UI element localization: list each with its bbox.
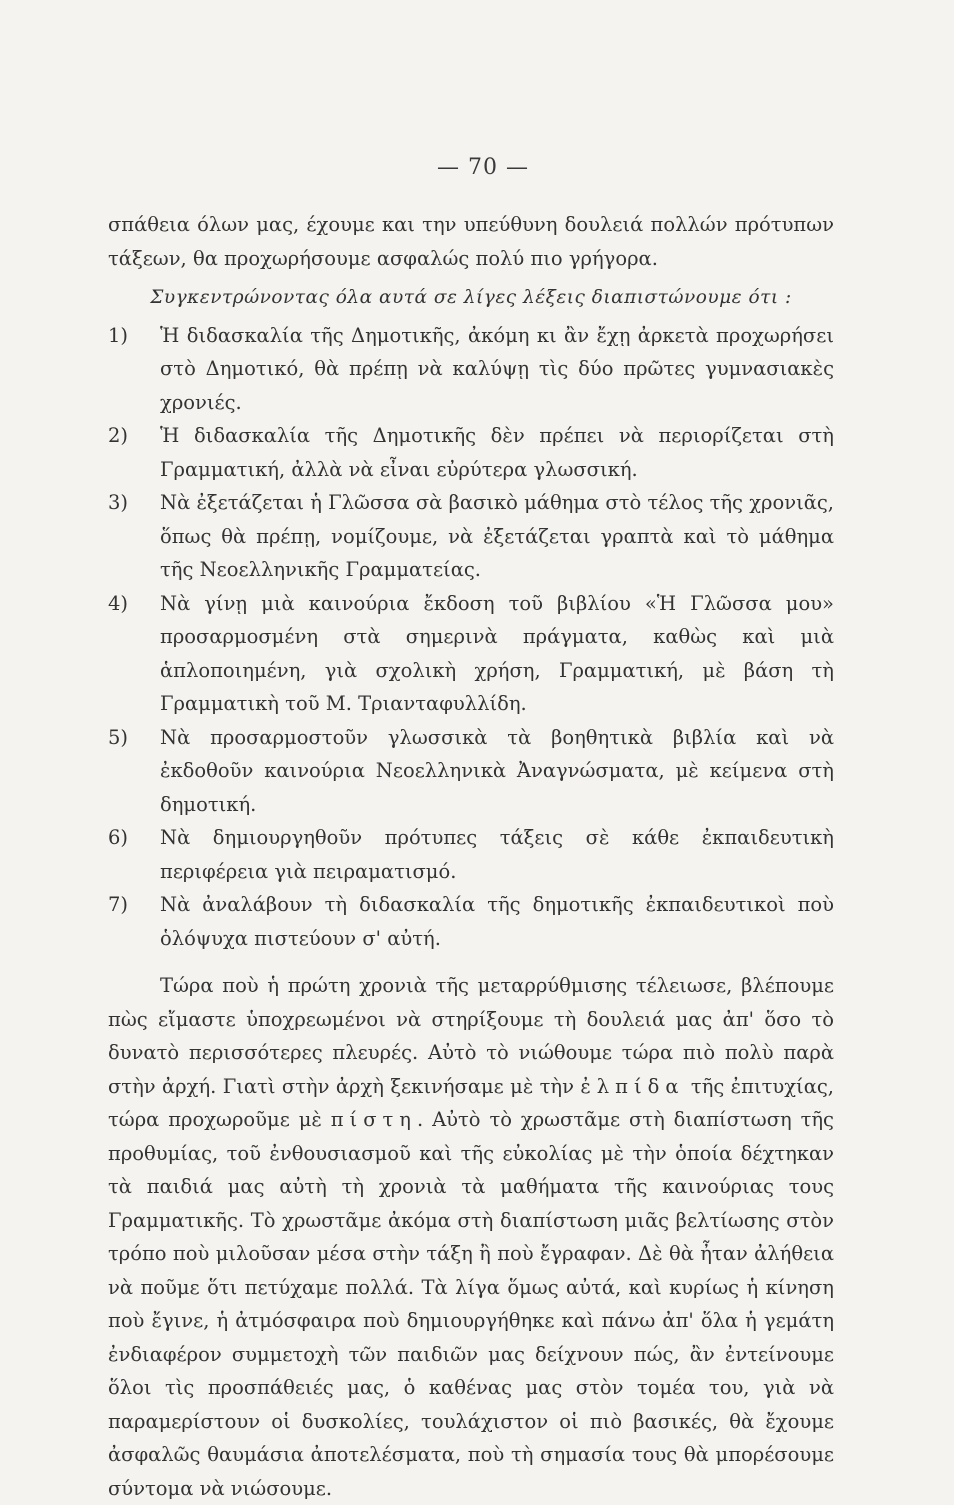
list-item-text: Νὰ ἀναλάβουν τὴ διδασκαλία τῆς δημοτικῆς ἐκπαιδευτικοὶ ποὺ ὁλόψυχα πιστεύουν σ' αὐτή.	[160, 893, 834, 950]
list-item-number: 3)	[108, 491, 129, 514]
list-item	[108, 821, 834, 888]
list-item-text: Νὰ γίνῃ μιὰ καινούρια ἔκδοση τοῦ βιβλίου «Ἡ Γλῶσσα μου» προσαρμοσμένη στὰ σημερινὰ πράγματα, καθὼς καὶ μιὰ ἁπλοποιημένη, γιὰ σχολικὴ χρήση, Γραμματική, μὲ βάση τὴ Γραμματικὴ τοῦ Μ. Τριανταφυλλίδη.	[160, 591, 834, 715]
list-item-text: Νὰ προσαρμοστοῦν γλωσσικὰ τὰ βοηθητικὰ βιβλία καὶ νὰ ἐκδοθοῦν καινούρια Νεοελληνικὰ Ἀναγνώσματα, μὲ κείμενα στὴ δημοτική.	[160, 725, 834, 816]
list-item	[108, 319, 834, 420]
list-item	[108, 888, 834, 955]
emphasized-word-hope: ἐλπίδα	[580, 1074, 685, 1098]
closing-text-part-2: τῆς ἐπιτυχίας, τώρα προχωροῦμε μὲ	[108, 1074, 834, 1131]
list-item-number: 5)	[108, 725, 129, 749]
list-item-text: Νὰ δημιουργηθοῦν πρότυπες τάξεις σὲ κάθε ἐκπαιδευτικὴ περιφέρεια γιὰ πειραματισμό.	[160, 826, 834, 883]
list-item	[108, 419, 834, 486]
list-item-number: 1)	[108, 323, 129, 347]
list-item	[108, 486, 834, 587]
body-text	[108, 208, 834, 1505]
carryover-paragraph: σπάθεια όλων μας, έχουμε και την υπεύθυνη δουλειά πολλών πρότυπων τάξεων, θα προχωρήσουμε ασφαλώς πολύ πιο γρήγορα.	[108, 213, 834, 270]
list-item-number: 6)	[108, 826, 129, 849]
closing-text-part-1: Τώρα ποὺ ἡ πρώτη χρονιὰ τῆς μεταρρύθμισης τέλειωσε, βλέπουμε πὼς εἴμαστε ὑποχρεωμένοι νὰ στηρίξουμε τὴ δουλειά μας ἀπ' ὅσο τὸ δυνατὸ περισσότερες πλευρές. Αὐτὸ τὸ νιώθουμε τώρα πιὸ πολὺ παρὰ στὴν ἀρχή. Γιατὶ στὴν ἀρχὴ ξεκινήσαμε μὲ τὴν	[108, 974, 834, 1098]
summary-heading: Συγκεντρώνοντας όλα αυτά σε λίγες λέξεις διαπιστώνουμε ότι :	[150, 287, 792, 308]
list-item-number: 4)	[108, 591, 129, 615]
list-item-text: Ἡ διδασκαλία τῆς Δημοτικῆς δὲν πρέπει νὰ περιορίζεται στὴ Γραμματική, ἀλλὰ νὰ εἶναι εὐρύτερα γλωσσική.	[160, 424, 834, 481]
list-item-number: 2)	[108, 424, 129, 447]
list-item-text: Ἡ διδασκαλία τῆς Δημοτικῆς, ἀκόμη κι ἂν ἔχῃ ἀρκετὰ προχωρήσει στὸ Δημοτικό, θὰ πρέπῃ νὰ καλύψῃ τὶς δύο πρῶτες γυμνασιακὲς χρονιές.	[160, 323, 834, 414]
closing-text-part-3: . Αὐτὸ τὸ χρωστᾶμε στὴ διαπίστωση τῆς προθυμίας, τοῦ ἐνθουσιασμοῦ καὶ τῆς εὐκολίας μὲ τὴν ὁποία δέχτηκαν τὰ παιδιά μας αὐτὴ τὴ χρονιὰ τὰ μαθήματα τῆς καινούριας τους Γραμματικῆς. Τὸ χρωστᾶμε ἀκόμα στὴ διαπίστωση μιᾶς βελτίωσης στὸν τρόπο ποὺ μιλοῦσαν μέσα στὴν τάξη ἢ ποὺ ἔγραφαν. Δὲ θὰ ἦταν ἀλήθεια νὰ ποῦμε ὅτι πετύχαμε πολλά. Τὰ λίγα ὅμως αὐτά, καὶ κυρίως ἡ κίνηση ποὺ ἔγινε, ἡ ἀτμόσφαιρα ποὺ δημιουργήθηκε καὶ πάνω ἀπ' ὅλα ἡ γεμάτη ἐνδιαφέρον συμμετοχὴ τῶν παιδιῶν μας δείχνουν πώς, ἂν ἐντείνουμε ὅλοι τὶς προσπάθειές μας, ὁ καθένας μας στὸν τομέα του, γιὰ νὰ παραμερίστουν οἱ δυσκολίες, τουλάχιστον οἱ πιὸ βασικές, θὰ ἔχουμε ἀσφαλῶς θαυμάσια ἀποτελέσματα, ποὺ τὴ σημασία τους θὰ μπορέσουμε σύντομα νὰ νιώσουμε.	[108, 1108, 834, 1500]
closing-paragraph	[108, 969, 834, 1505]
list-item	[108, 587, 834, 721]
list-item-text: Νὰ ἐξετάζεται ἡ Γλῶσσα σὰ βασικὸ μάθημα στὸ τέλος τῆς χρονιᾶς, ὅπως θὰ πρέπῃ, νομίζουμε, νὰ ἐξετάζεται γραπτὰ καὶ τὸ μάθημα τῆς Νεοελληνικῆς Γραμματείας.	[160, 491, 834, 581]
emphasized-word-faith: πίστη	[330, 1108, 417, 1131]
conclusions-list	[108, 319, 834, 956]
list-item	[108, 721, 834, 822]
page-number: — 70 —	[437, 155, 529, 180]
list-item-number: 7)	[108, 893, 129, 916]
